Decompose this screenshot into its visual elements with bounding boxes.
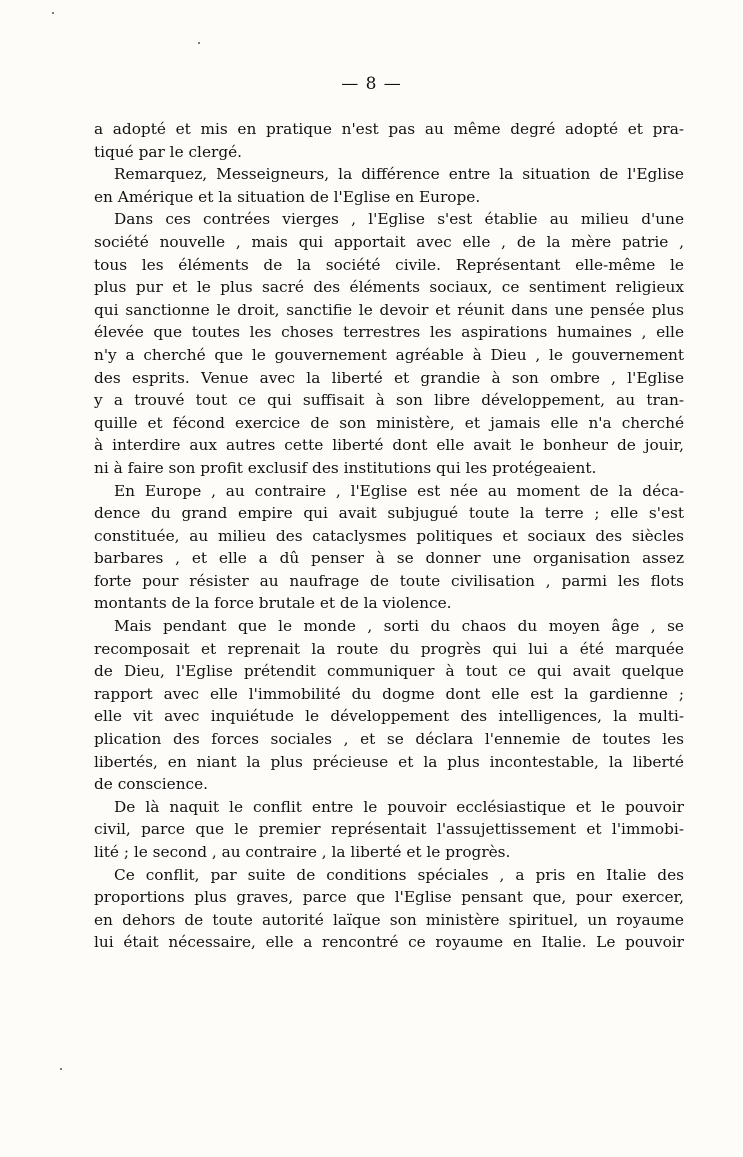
text-line: plus pur et le plus sacré des éléments sociaux, ce sentiment religieux — [94, 278, 684, 297]
text-line: En Europe , au contraire , l'Eglise est née au moment de la déca- — [114, 481, 684, 500]
text-line: en dehors de toute autorité laïque son ministère spirituel, un royaume — [94, 910, 684, 929]
text-line: plication des forces sociales , et se déclara l'ennemie de toutes les — [94, 730, 684, 749]
text-line: élevée que toutes les choses terrestres les aspirations humaines , elle — [94, 323, 684, 342]
paragraph — [94, 208, 684, 479]
text-line: ni à faire son profit exclusif des institutions qui les protégeaient. — [94, 458, 597, 477]
text-line: Ce conflit, par suite de conditions spéciales , a pris en Italie des — [114, 865, 684, 884]
text-line: rapport avec elle l'immobilité du dogme dont elle est la gardienne ; — [94, 684, 684, 703]
text-line: qui sanctionne le droit, sanctifie le devoir et réunit dans une pensée plus — [94, 300, 684, 319]
paragraph — [94, 615, 684, 796]
text-line: Dans ces contrées vierges , l'Eglise s'est établie au milieu d'une — [114, 210, 684, 229]
text-line: Remarquez, Messeigneurs, la différence entre la situation de l'Eglise — [114, 165, 684, 184]
paper-speck — [52, 12, 54, 14]
paragraph — [94, 864, 684, 954]
text-line: dence du grand empire qui avait subjugué toute la terre ; elle s'est — [94, 504, 684, 523]
paragraph — [94, 480, 684, 616]
text-line: de Dieu, l'Eglise prétendit communiquer à tout ce qui avait quelque — [94, 662, 684, 681]
paragraph — [94, 796, 684, 864]
text-line: société nouvelle , mais qui apportait avec elle , de la mère patrie , — [94, 232, 684, 251]
text-line: De là naquit le conflit entre le pouvoir ecclésiastique et le pouvoir — [114, 797, 684, 816]
text-line: en Amérique et la situation de l'Eglise en Europe. — [94, 187, 481, 206]
text-line: barbares , et elle a dû penser à se donner une organisation assez — [94, 549, 684, 568]
text-line: recomposait et reprenait la route du progrès qui lui a été marquée — [94, 639, 684, 658]
text-line: libertés, en niant la plus précieuse et la plus incontestable, la liberté — [94, 752, 684, 771]
text-line: proportions plus graves, parce que l'Eglise pensant que, pour exercer, — [94, 888, 684, 907]
text-line: montants de la force brutale et de la violence. — [94, 594, 452, 613]
text-line: des esprits. Venue avec la liberté et grandie à son ombre , l'Eglise — [94, 368, 684, 387]
body-text — [94, 118, 684, 954]
text-line: à interdire aux autres cette liberté dont elle avait le bonheur de jouir, — [94, 436, 684, 455]
text-line: de conscience. — [94, 775, 209, 794]
text-line: Mais pendant que le monde , sorti du chaos du moyen âge , se — [114, 617, 684, 636]
text-line: civil, parce que le premier représentait l'assujettissement et l'immobi- — [94, 820, 684, 839]
paragraph — [94, 118, 684, 163]
paper-speck — [198, 42, 200, 44]
page-number: — 8 — — [341, 74, 402, 94]
text-line: tous les éléments de la société civile. Représentant elle-même le — [94, 255, 684, 274]
text-line: tiqué par le clergé. — [94, 142, 243, 161]
text-line: forte pour résister au naufrage de toute civilisation , parmi les flots — [94, 571, 684, 590]
text-line: constituée, au milieu des cataclysmes politiques et sociaux des siècles — [94, 526, 684, 545]
text-line: y a trouvé tout ce qui suffisait à son libre développement, au tran- — [94, 391, 684, 410]
text-line: lité ; le second , au contraire , la liberté et le progrès. — [94, 843, 511, 861]
text-line: n'y a cherché que le gouvernement agréable à Dieu , le gouvernement — [94, 345, 684, 364]
text-line: elle vit avec inquiétude le développement des intelligences, la multi- — [94, 707, 684, 726]
text-line: a adopté et mis en pratique n'est pas au même degré adopté et pra- — [94, 120, 684, 138]
paragraph — [94, 163, 684, 208]
text-line: lui était nécessaire, elle a rencontré ce royaume en Italie. Le pouvoir — [94, 933, 684, 952]
text-line: quille et fécond exercice de son ministère, et jamais elle n'a cherché — [94, 413, 684, 432]
paper-speck — [60, 1068, 62, 1070]
